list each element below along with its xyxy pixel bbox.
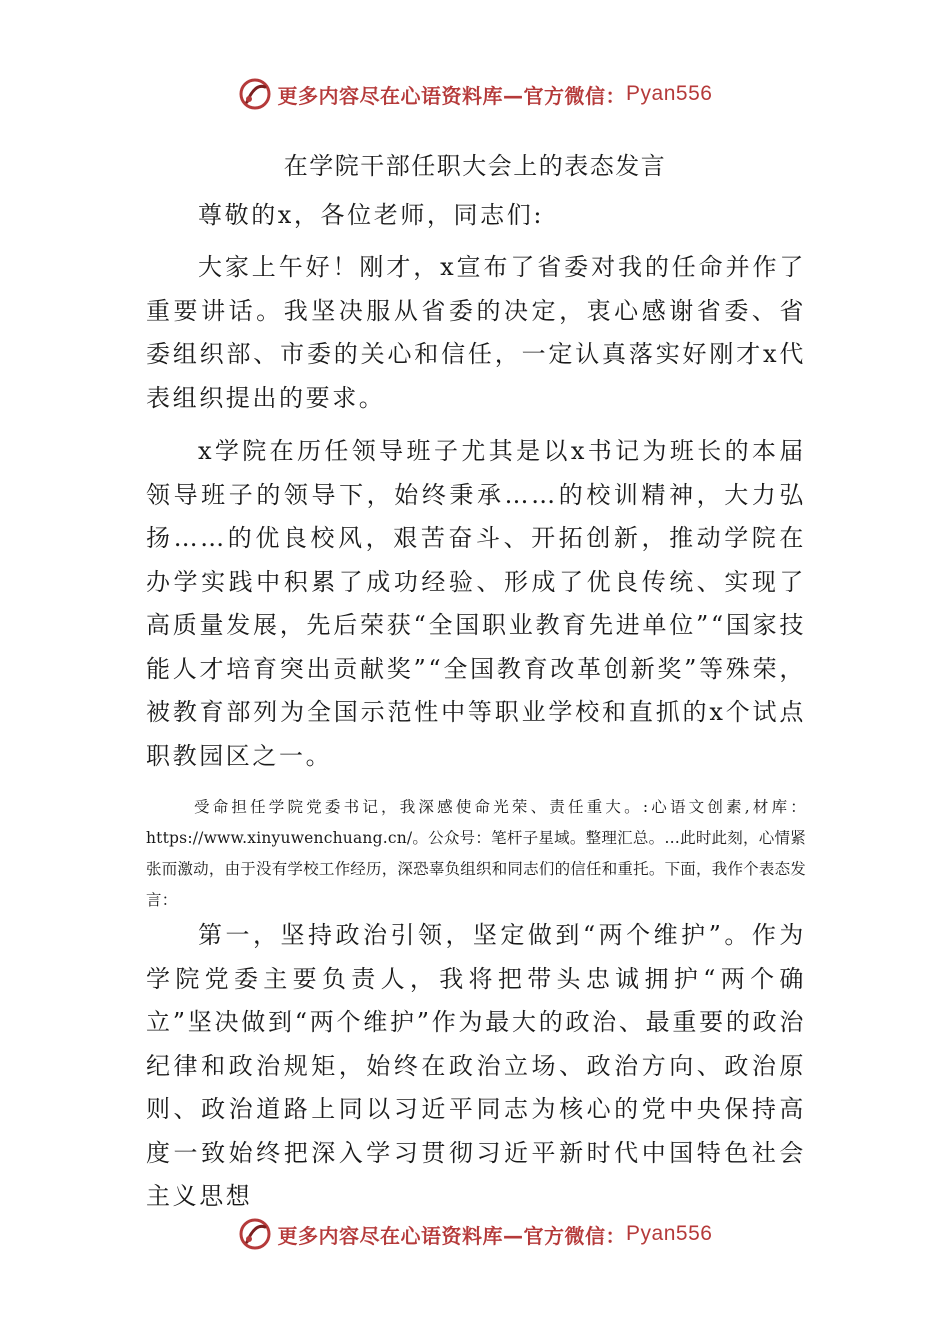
watermark-wechat-id: Pyan556 xyxy=(626,1222,713,1245)
brush-logo-icon xyxy=(238,77,272,111)
paragraph-opening: 大家上午好！刚才，x宣布了省委对我的任命并作了重要讲话。我坚决服从省委的决定，衷心感谢省委、省委组织部、市委的关心和信任，一定认真落实好刚才x代表组织提出的要求。 xyxy=(146,253,806,412)
footer-watermark xyxy=(0,1214,950,1254)
watermark-text: 更多内容尽在心语资料库—官方微信： xyxy=(277,83,627,108)
brush-logo-icon xyxy=(238,1217,272,1251)
paragraph-point-one: 第一，坚持政治引领，坚定做到“两个维护”。作为学院党委主要负责人，我将把带头忠诚拥护“两个确立”坚决做到“两个维护”作为最大的政治、最重要的政治纪律和政治规矩，始终在政治立场、政治方向、政治原则、政治道路上同以习近平同志为核心的党中央保持高度一致始终把深入学习贯彻习近平新时代中国特色社会主义思想 xyxy=(146,921,806,1210)
watermark-wechat-id: Pyan556 xyxy=(626,82,713,105)
watermark-text: 更多内容尽在心语资料库—官方微信： xyxy=(277,1223,627,1248)
document-title: 在学院干部任职大会上的表态发言 xyxy=(283,152,667,180)
header-watermark xyxy=(0,74,950,114)
salutation: 尊敬的x，各位老师，同志们: xyxy=(198,201,545,229)
paragraph-appointment-note: 受命担任学院党委书记，我深感使命光荣、责任重大。:心语文创素,材库：https://www.xinyuwenchuang.cn/。公众号：笔杆子星域。整理汇总。…此时此刻，心情紧张而激动，由于没有学校工作经历，深恐辜负组织和同志们的信任和重托。下面，我作个表态发言： xyxy=(146,798,806,909)
paragraph-college-history: x学院在历任领导班子尤其是以x书记为班长的本届领导班子的领导下，始终秉承……的校训精神，大力弘扬……的优良校风，艰苦奋斗、开拓创新，推动学院在办学实践中积累了成功经验、形成了优良传统、实现了高质量发展，先后荣获“全国职业教育先进单位”“国家技能人才培育突出贡献奖”“全国教育改革创新奖”等殊荣，被教育部列为全国示范性中等职业学校和直抓的x个试点职教园区之一。 xyxy=(146,437,806,770)
